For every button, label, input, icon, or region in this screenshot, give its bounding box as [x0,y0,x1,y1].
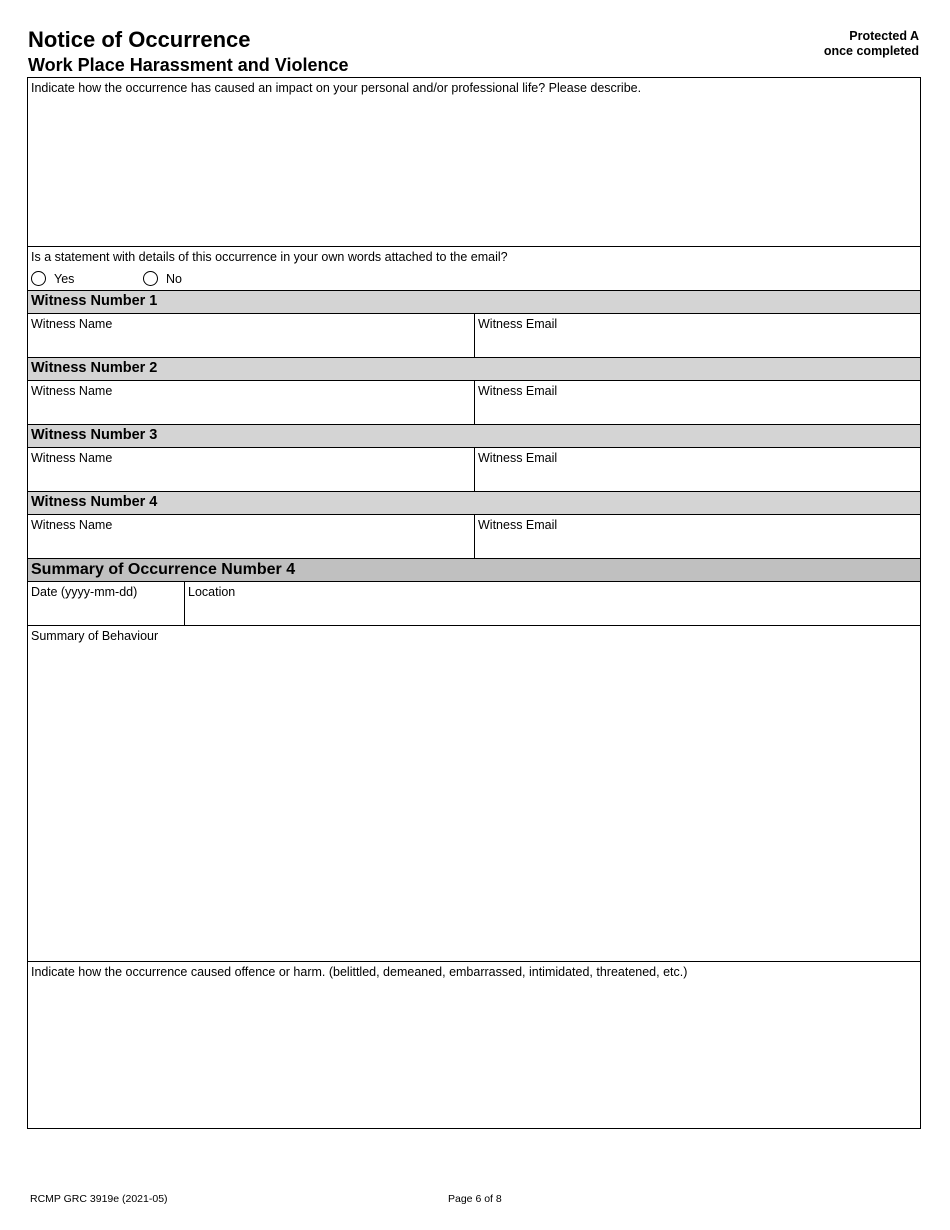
radio-no-icon[interactable] [143,271,158,286]
witness-4-email-field[interactable] [475,515,920,559]
summary-heading: Summary of Occurrence Number 4 [28,559,920,582]
witness-4-email-label: Witness Email [478,518,558,532]
witness-3-heading: Witness Number 3 [28,425,920,448]
radio-no-label: No [166,271,182,286]
witness-1-name-field[interactable] [28,314,475,358]
form-subtitle: Work Place Harassment and Violence [28,55,349,75]
witness-4-name-field[interactable] [28,515,475,559]
protected-line-2: once completed [823,44,919,58]
witness-2-heading: Witness Number 2 [28,358,920,381]
witness-2-email-label: Witness Email [478,384,558,398]
form-id: RCMP GRC 3919e (2021-05) [30,1193,168,1205]
statement-radio-group [28,269,920,291]
form-title: Notice of Occurrence [28,27,251,52]
summary-harm-label: Indicate how the occurrence caused offence or harm. (belittled, demeaned, embarrassed, intimidated, threatened, etc.) [31,965,688,979]
summary-harm-field[interactable] [28,962,920,1128]
witness-2-name-label: Witness Name [31,384,113,398]
witness-3-email-label: Witness Email [478,451,558,465]
radio-yes-label: Yes [54,271,75,286]
witness-1-email-field[interactable] [475,314,920,358]
page-number: Page 6 of 8 [448,1193,502,1205]
witness-3-name-field[interactable] [28,448,475,492]
witness-2-email-field[interactable] [475,381,920,425]
statement-no-option[interactable] [143,271,182,286]
statement-yes-option[interactable] [31,271,74,286]
witness-4-name-label: Witness Name [31,518,113,532]
summary-behaviour-field[interactable] [28,626,920,962]
protected-line-1: Protected A [849,29,919,43]
witness-1-heading: Witness Number 1 [28,291,920,314]
witness-1-name-label: Witness Name [31,317,113,331]
radio-yes-icon[interactable] [31,271,46,286]
protected-label [824,29,919,59]
witness-4-heading: Witness Number 4 [28,492,920,515]
witness-3-name-label: Witness Name [31,451,113,465]
summary-date-field[interactable] [28,582,185,626]
witness-3-email-field[interactable] [475,448,920,492]
statement-label: Is a statement with details of this occurrence in your own words attached to the email? [31,250,508,264]
witness-2-name-field[interactable] [28,381,475,425]
form-container [27,77,921,1129]
witness-1-email-label: Witness Email [478,317,558,331]
statement-question [28,247,920,269]
summary-date-label: Date (yyyy-mm-dd) [31,585,138,599]
impact-label: Indicate how the occurrence has caused an impact on your personal and/or professional life? Please describe. [31,81,642,95]
summary-behaviour-label: Summary of Behaviour [31,629,159,643]
summary-location-field[interactable] [185,582,920,626]
impact-field[interactable] [28,78,920,247]
summary-location-label: Location [188,585,236,599]
